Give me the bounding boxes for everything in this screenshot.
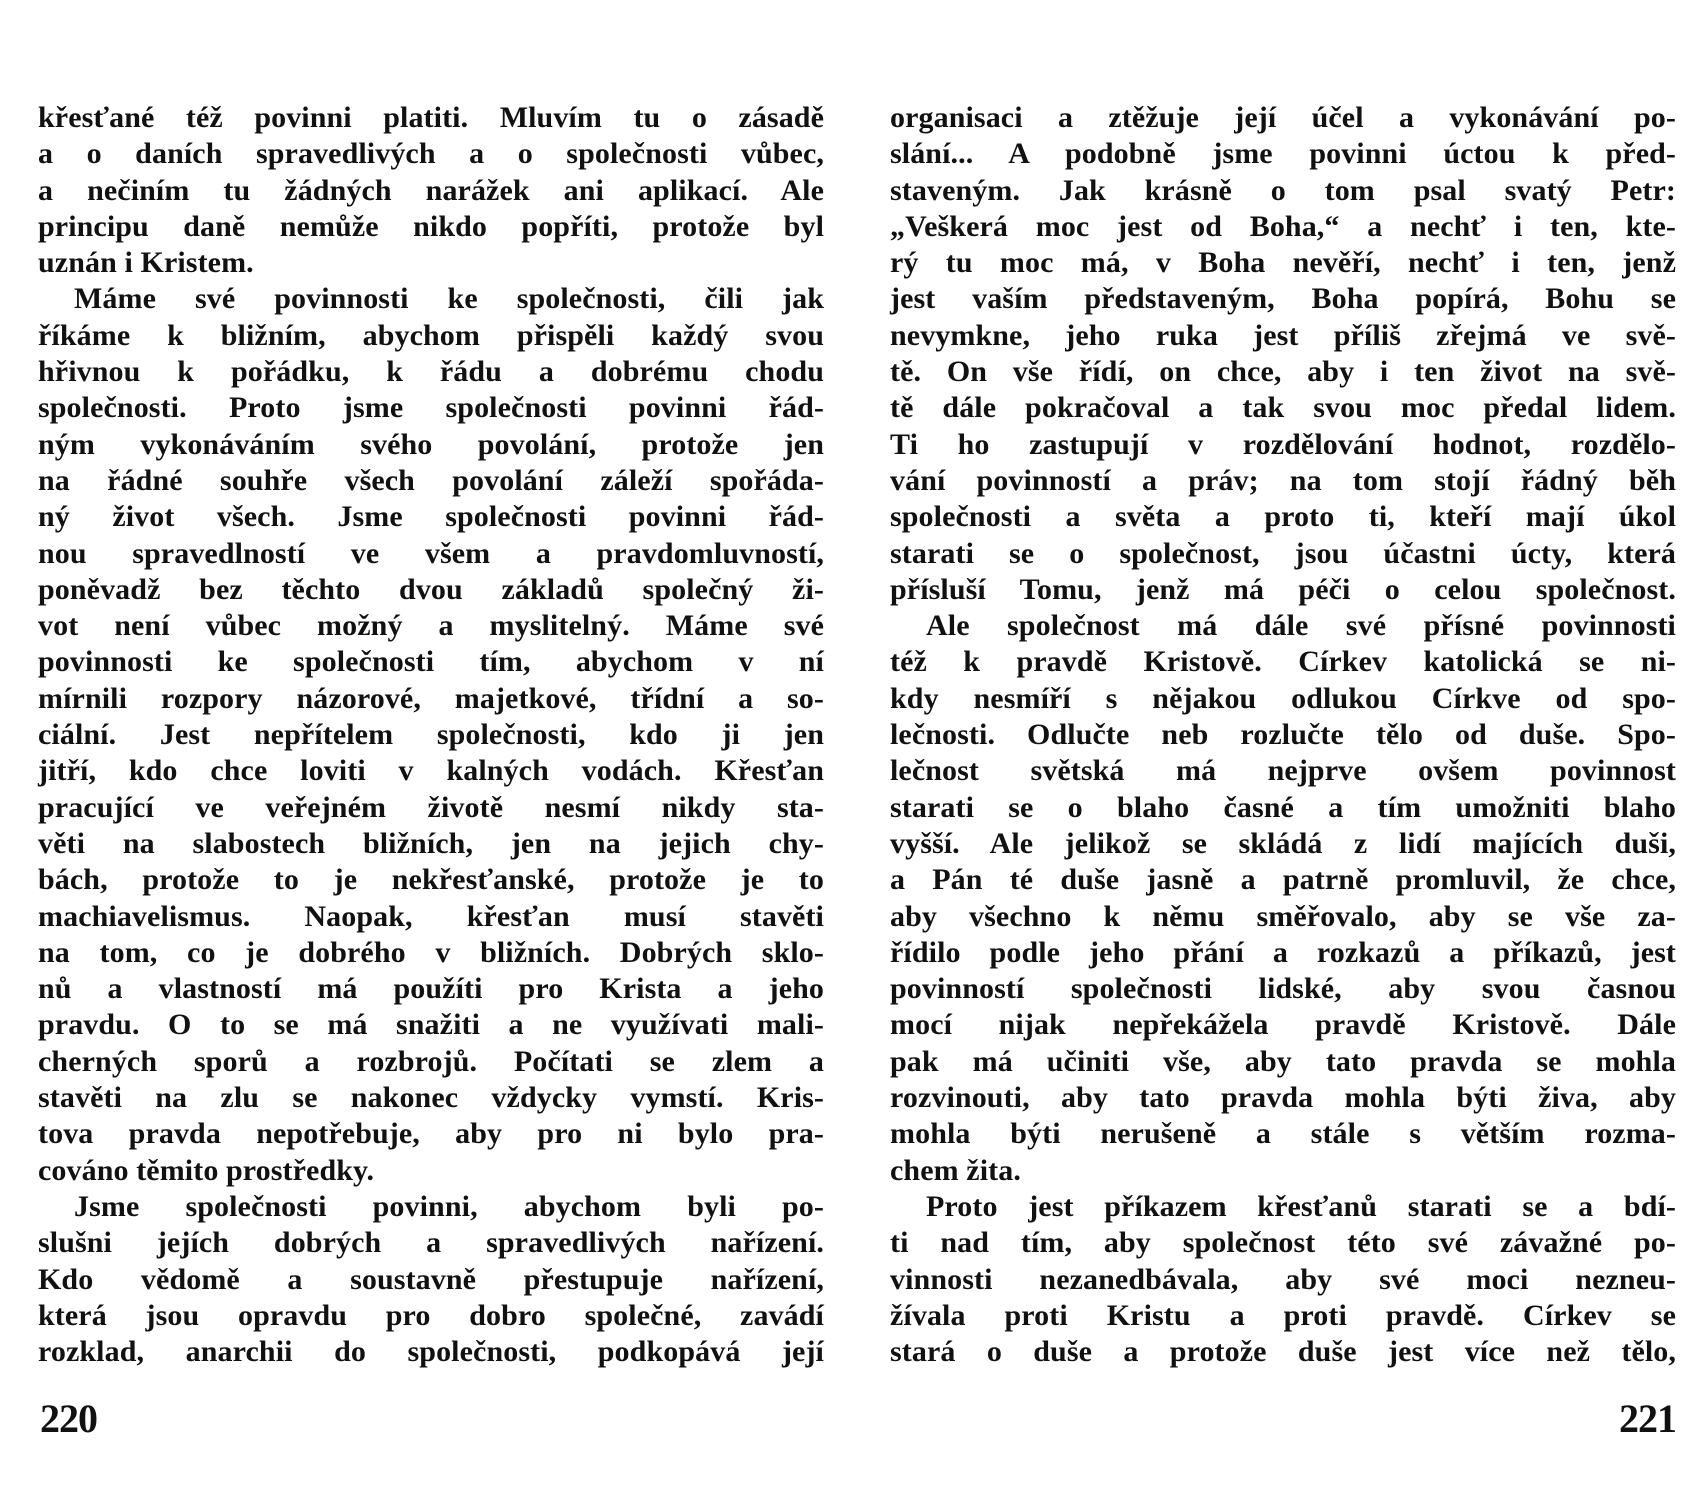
text-line: a nečiním tu žádných narážek ani aplikací. Ale [38, 173, 824, 207]
text-line: stará o duše a protože duše jest více než tělo, [890, 1335, 1676, 1369]
text-line: vání povinností a práv; na tom stojí řádný běh [890, 463, 1676, 497]
text-line: pak má učiniti vše, aby tato pravda se mohla [890, 1044, 1676, 1078]
text-line: machiavelismus. Naopak, křesťan musí stavěti [38, 899, 824, 933]
text-line: společnosti a světa a proto ti, kteří mají úkol [890, 500, 1676, 534]
text-line: Proto jest příkazem křesťanů starati se a bdí- [926, 1189, 1676, 1223]
text-line: pravdu. O to se má snažiti a ne využívati mali- [38, 1008, 824, 1042]
text-line: Jsme společnosti povinni, abychom byli po- [74, 1189, 824, 1223]
text-line: Máme své povinnosti ke společnosti, čili jak [74, 282, 824, 316]
text-line: starati se o blaho časné a tím umožniti blaho [890, 790, 1676, 824]
text-line: přísluší Tomu, jenž má péči o celou společnost. [890, 572, 1676, 606]
text-line: vot není vůbec možný a myslitelný. Máme své [38, 609, 824, 643]
text-line: cherných sporů a rozbrojů. Počítati se zlem a [38, 1044, 824, 1078]
text-line: vyšší. Ale jelikož se skládá z lidí majících duši, [890, 826, 1676, 860]
text-line: pracující ve veřejném životě nesmí nikdy sta- [38, 790, 824, 824]
text-line: věti na slabostech bližních, jen na jejich chy- [38, 826, 824, 860]
text-line: rý tu moc má, v Boha nevěří, nechť i ten, jenž [890, 246, 1676, 280]
text-line: povinností společnosti lidské, aby svou časnou [890, 972, 1676, 1006]
text-line: nů a vlastností má použíti pro Krista a jeho [38, 972, 824, 1006]
text-line: mírnili rozpory názorové, majetkové, třídní a so- [38, 681, 824, 715]
text-line: organisaci a ztěžuje její účel a vykonávání po- [890, 101, 1676, 134]
text-line: tě dále pokračoval a tak svou moc předal lidem. [890, 391, 1676, 425]
text-line: řídilo podle jeho přání a rozkazů a příkazů, jest [890, 935, 1676, 969]
text-line: na tom, co je dobrého v bližních. Dobrých sklo- [38, 935, 824, 969]
text-line: a Pán té duše jasně a patrně promluvil, že chce, [890, 863, 1676, 897]
text-line: rozvinouti, aby tato pravda mohla býti živa, aby [890, 1081, 1676, 1115]
text-line: staveným. Jak krásně o tom psal svatý Petr: [890, 173, 1676, 207]
text-line: kdy nesmíří s nějakou odlukou Církve od spo- [890, 681, 1676, 715]
text-line: která jsou opravdu pro dobro společné, zavádí [38, 1298, 824, 1332]
text-line: říkáme k bližním, abychom přispěli každý svou [38, 318, 824, 352]
text-line: bách, protože to je nekřesťanské, protože je to [38, 863, 824, 897]
text-line: společnosti. Proto jsme společnosti povinni řád- [38, 391, 824, 425]
text-line: jest vaším představeným, Boha popírá, Bohu se [890, 282, 1676, 316]
text-line: rozklad, anarchii do společnosti, podkopává její [38, 1335, 824, 1369]
text-line: ti nad tím, aby společnost této své závažné po- [890, 1226, 1676, 1260]
text-line: Ti ho zastupují v rozdělování hodnot, rozdělo- [890, 427, 1676, 461]
text-line: povinnosti ke společnosti tím, abychom v ní [38, 645, 824, 679]
text-line: ný život všech. Jsme společnosti povinni řád- [38, 500, 824, 534]
text-line: nou spravedlností ve všem a pravdomluvností, [38, 536, 824, 570]
text-line: nevymkne, jeho ruka jest příliš zřejmá ve svě- [890, 318, 1676, 352]
text-line: starati se o společnost, jsou účastni úcty, která [890, 536, 1676, 570]
text-line: slání... A podobně jsme povinni úctou k před- [890, 137, 1676, 171]
text-line: křesťané též povinni platiti. Mluvím tu o zásadě [38, 101, 824, 134]
text-line: vinnosti nezanedbávala, aby své moci nezneu- [890, 1262, 1676, 1296]
text-line: též k pravdě Kristově. Církev katolická se ni- [890, 645, 1676, 679]
text-line: Ale společnost má dále své přísné povinnosti [926, 609, 1676, 643]
text-line: uznán i Kristem. [38, 246, 254, 280]
text-line: a o daních spravedlivých a o společnosti vůbec, [38, 137, 824, 171]
left-page-text [38, 100, 824, 1370]
text-line: stavěti na zlu se nakonec vždycky vymstí. Kris- [38, 1081, 824, 1115]
text-line: poněvadž bez těchto dvou základů společný ži- [38, 572, 824, 606]
text-line: mohla býti nerušeně a stále s větším rozma- [890, 1117, 1676, 1151]
page-number-right: 221 [1619, 1396, 1676, 1441]
text-line: žívala proti Kristu a proti pravdě. Církev se [890, 1298, 1676, 1332]
text-line: chem žita. [890, 1153, 1021, 1187]
text-line: aby všechno k němu směřovalo, aby se vše za- [890, 899, 1676, 933]
right-page-text [890, 100, 1676, 1370]
text-line: slušni jejích dobrých a spravedlivých nařízení. [38, 1226, 824, 1260]
text-line: tova pravda nepotřebuje, aby pro ni bylo pra- [38, 1117, 824, 1151]
text-line: lečnost světská má nejprve ovšem povinnost [890, 754, 1676, 788]
text-line: cováno těmito prostředky. [38, 1153, 375, 1187]
text-line: jitří, kdo chce loviti v kalných vodách. Křesťan [38, 754, 824, 788]
page-number-left: 220 [40, 1396, 97, 1441]
text-line: ciální. Jest nepřítelem společnosti, kdo ji jen [38, 718, 824, 752]
text-line: principu daně nemůže nikdo popříti, protože byl [38, 209, 824, 243]
text-line: mocí nijak nepřekážela pravdě Kristově. Dále [890, 1008, 1676, 1042]
text-line: ným vykonáváním svého povolání, protože jen [38, 427, 824, 461]
text-line: „Veškerá moc jest od Boha,“ a nechť i ten, kte- [890, 209, 1676, 243]
text-line: tě. On vše řídí, on chce, aby i ten život na svě- [890, 355, 1676, 389]
text-line: lečnosti. Odlučte neb rozlučte tělo od duše. Spo- [890, 718, 1676, 752]
text-line: na řádné souhře všech povolání záleží spořáda- [38, 463, 824, 497]
text-line: hřivnou k pořádku, k řádu a dobrému chodu [38, 355, 824, 389]
text-line: Kdo vědomě a soustavně přestupuje nařízení, [38, 1262, 824, 1296]
